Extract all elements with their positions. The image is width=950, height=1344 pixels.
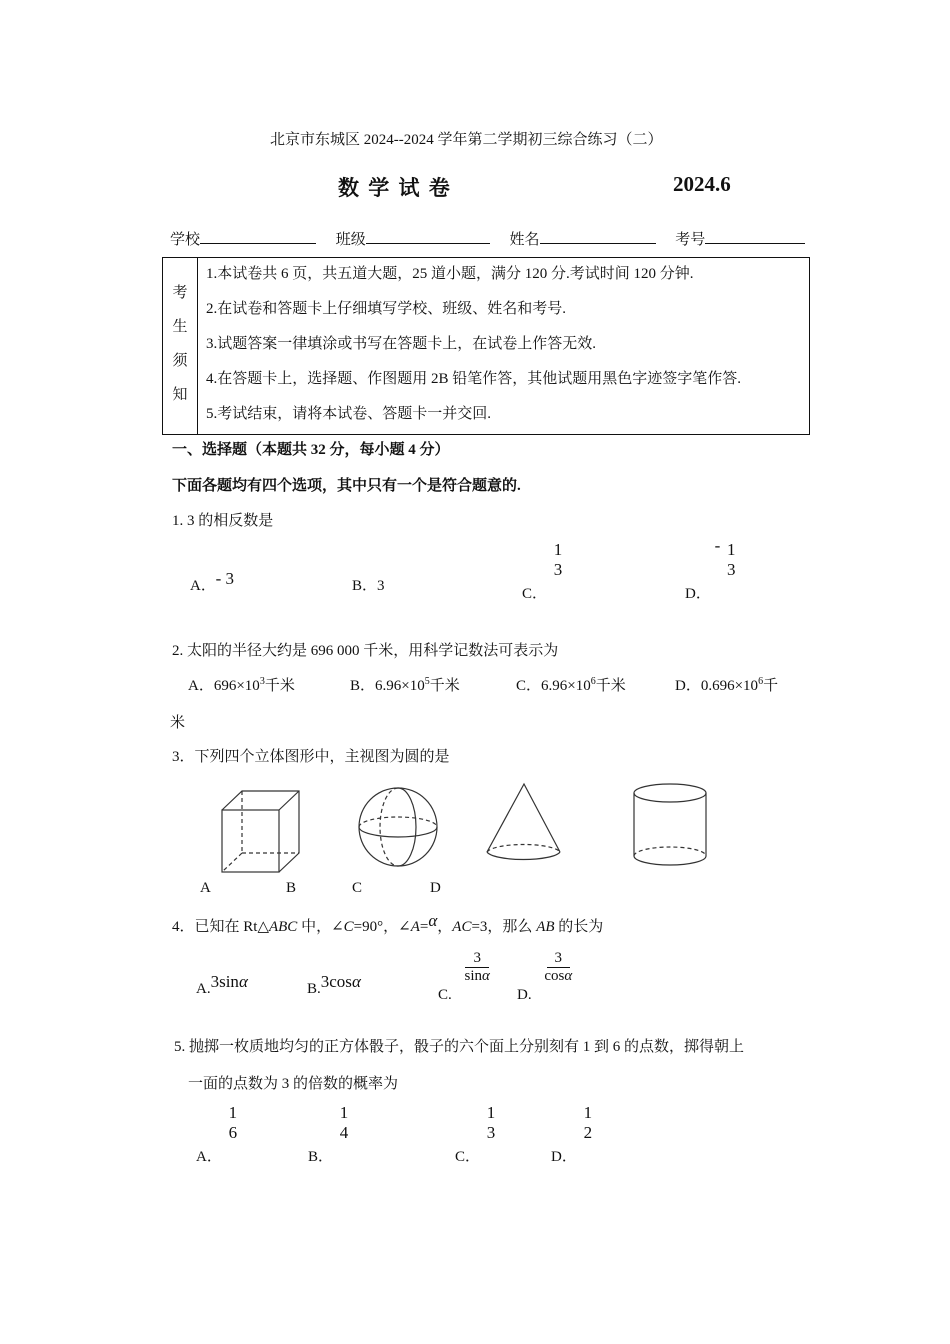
numerator: 1	[553, 540, 563, 559]
var-a: A	[410, 919, 420, 935]
option-base: 6.96×10	[375, 678, 425, 694]
exam-subtitle: 北京市东城区 2024--2024 学年第二学期初三综合练习（二）	[270, 132, 663, 148]
denominator	[462, 968, 493, 985]
notice-items	[198, 258, 810, 435]
option-label: A．	[196, 1148, 222, 1165]
stem-text: 的长为	[554, 919, 604, 935]
fraction	[462, 950, 493, 986]
q3-label-a: A	[200, 880, 211, 896]
notice-label-char: 知	[172, 387, 188, 403]
var-abc: ABC	[268, 919, 298, 935]
notice-item: 4.在答题卡上，选择题、作图题用 2B 铅笔作答，其他试题用黑色字迹签字笔作答.	[206, 371, 742, 387]
option-unit: 千	[763, 678, 779, 694]
q1-option-d	[685, 535, 739, 602]
notice-item: 5.考试结束，请将本试卷、答题卡一并交回.	[206, 406, 492, 422]
q5-option-d	[551, 1103, 595, 1165]
q4-option-d	[517, 950, 575, 1004]
option-value: - 3	[215, 569, 235, 588]
option-label: D.	[517, 987, 532, 1004]
exam-title: 数 学 试 卷	[338, 176, 452, 200]
alpha: α	[351, 972, 361, 991]
option-exponent: 5	[424, 676, 430, 687]
section-instruction: 下面各题均有四个选项，其中只有一个是符合题意的.	[172, 478, 521, 494]
denominator-text: sin	[464, 968, 483, 985]
var-c: C	[343, 919, 354, 935]
exam-number-field[interactable]	[705, 227, 805, 244]
var-alpha: α	[428, 911, 438, 930]
denominator: 6	[228, 1122, 238, 1142]
denominator: 3	[553, 559, 563, 579]
notice-table	[162, 257, 810, 435]
notice-label-char: 考	[172, 285, 188, 301]
class-field[interactable]	[366, 227, 490, 244]
fraction	[484, 1103, 499, 1142]
separator: ，	[437, 919, 453, 935]
numerator: 3	[465, 950, 489, 968]
notice-label-char: 生	[172, 319, 188, 335]
q1-option-a	[190, 569, 238, 595]
q2-option-a	[188, 674, 295, 695]
option-exponent: 6	[590, 676, 596, 687]
q5-stem-line1: 5. 抛掷一枚质地均匀的正方体骰子，骰子的六个面上分别刻有 1 到 6 的点数，掷得朝上	[174, 1039, 745, 1055]
option-base: 0.696×10	[700, 678, 759, 694]
option-label: B．	[350, 678, 376, 694]
cone-figure	[487, 784, 560, 860]
numerator: 1	[339, 1103, 349, 1122]
numerator: 3	[547, 950, 571, 968]
fraction	[551, 540, 566, 579]
option-value: 3	[377, 578, 385, 594]
option-unit: 千米	[264, 678, 295, 694]
q4-option-a	[196, 972, 248, 997]
name-label: 姓名	[509, 232, 540, 248]
option-unit: 千米	[429, 678, 460, 694]
q5-option-b	[308, 1103, 351, 1165]
q3-label-b: B	[286, 880, 297, 896]
q2-option-c	[516, 674, 626, 695]
q5-option-c	[455, 1103, 498, 1165]
q3-solid-figures	[180, 775, 740, 875]
q3-label-c: C	[352, 880, 363, 896]
notice-label-char: 须	[172, 353, 188, 369]
notice-item: 2.在试卷和答题卡上仔细填写学校、班级、姓名和考号.	[206, 301, 567, 317]
q2-wrap-text: 米	[170, 715, 186, 731]
denominator: 4	[339, 1122, 349, 1142]
q4-option-c	[438, 950, 493, 1004]
numerator: 1	[228, 1103, 238, 1122]
option-value: 3sin	[210, 972, 239, 991]
notice-label	[163, 258, 198, 435]
cube-figure	[222, 791, 299, 872]
denominator: 3	[727, 559, 736, 579]
q5-stem-line2: 一面的点数为 3 的倍数的概率为	[188, 1076, 399, 1092]
option-label: C．	[516, 678, 542, 694]
alpha: α	[238, 972, 248, 991]
option-label: D．	[551, 1148, 577, 1165]
notice-item: 3.试题答案一律填涂或书写在答题卡上，在试卷上作答无效.	[206, 336, 597, 352]
option-label: A．	[190, 578, 216, 594]
option-label: B．	[352, 578, 378, 594]
school-field[interactable]	[200, 227, 316, 244]
q1-option-c	[522, 540, 565, 602]
option-base: 6.96×10	[541, 678, 591, 694]
option-exponent: 6	[758, 676, 764, 687]
numerator: 1	[486, 1103, 496, 1122]
alpha: α	[564, 968, 573, 985]
q3-label-d: D	[430, 880, 441, 896]
student-info-fields	[170, 227, 805, 249]
denominator: 2	[583, 1122, 593, 1142]
fraction	[337, 1103, 352, 1142]
cylinder-figure	[634, 784, 706, 865]
notice-item: 1.本试卷共 6 页，共五道大题，25 道小题，满分 120 分.考试时间 120 分钟.	[206, 266, 694, 282]
denominator: 3	[486, 1122, 496, 1142]
school-label: 学校	[170, 232, 201, 248]
name-field[interactable]	[540, 227, 656, 244]
exam-date: 2024.6	[673, 172, 731, 196]
numerator: 1	[727, 540, 736, 559]
q2-stem: 2. 太阳的半径大约是 696 000 千米，用科学记数法可表示为	[172, 643, 559, 659]
q4-option-b	[307, 972, 361, 997]
option-label: D．	[675, 678, 701, 694]
minus-sign: -	[714, 535, 721, 555]
q1-stem: 1. 3 的相反数是	[172, 513, 274, 529]
option-label: D．	[685, 585, 711, 602]
option-label: B.	[307, 981, 321, 997]
fraction	[724, 540, 739, 579]
stem-text: =3，那么	[471, 919, 537, 935]
exam-number-label: 考号	[675, 232, 706, 248]
alpha: α	[482, 968, 490, 985]
option-exponent: 3	[259, 676, 265, 687]
class-label: 班级	[335, 232, 366, 248]
option-unit: 千米	[595, 678, 626, 694]
denominator-text: cos	[544, 968, 565, 985]
q5-option-a	[196, 1103, 240, 1165]
sphere-figure	[359, 788, 437, 866]
fraction	[226, 1103, 241, 1142]
option-label: B．	[308, 1148, 334, 1165]
option-label: C.	[438, 987, 452, 1004]
stem-text: =90°，∠	[353, 919, 411, 935]
option-label: A．	[188, 678, 214, 694]
q4-stem	[172, 911, 604, 936]
section-heading: 一、选择题（本题共 32 分，每小题 4 分）	[172, 442, 450, 458]
option-label: C．	[522, 585, 548, 602]
fraction	[581, 1103, 596, 1142]
var-ab: AB	[536, 919, 555, 935]
q2-option-d	[675, 674, 778, 695]
fraction	[541, 950, 575, 986]
option-label: A.	[196, 981, 211, 997]
stem-text: 中，∠	[297, 919, 344, 935]
q1-option-b	[352, 574, 385, 595]
equals-sign: =	[419, 919, 429, 935]
var-ac: AC	[452, 919, 472, 935]
option-base: 696×10	[213, 678, 260, 694]
denominator	[541, 968, 575, 985]
numerator: 1	[583, 1103, 593, 1122]
q3-stem: 3．下列四个立体图形中，主视图为圆的是	[172, 749, 450, 765]
option-value: 3cos	[320, 972, 352, 991]
stem-text: 4．已知在 Rt	[172, 919, 258, 935]
q2-option-b	[350, 674, 460, 695]
option-label: C．	[455, 1148, 481, 1165]
triangle-symbol: △	[257, 919, 269, 935]
